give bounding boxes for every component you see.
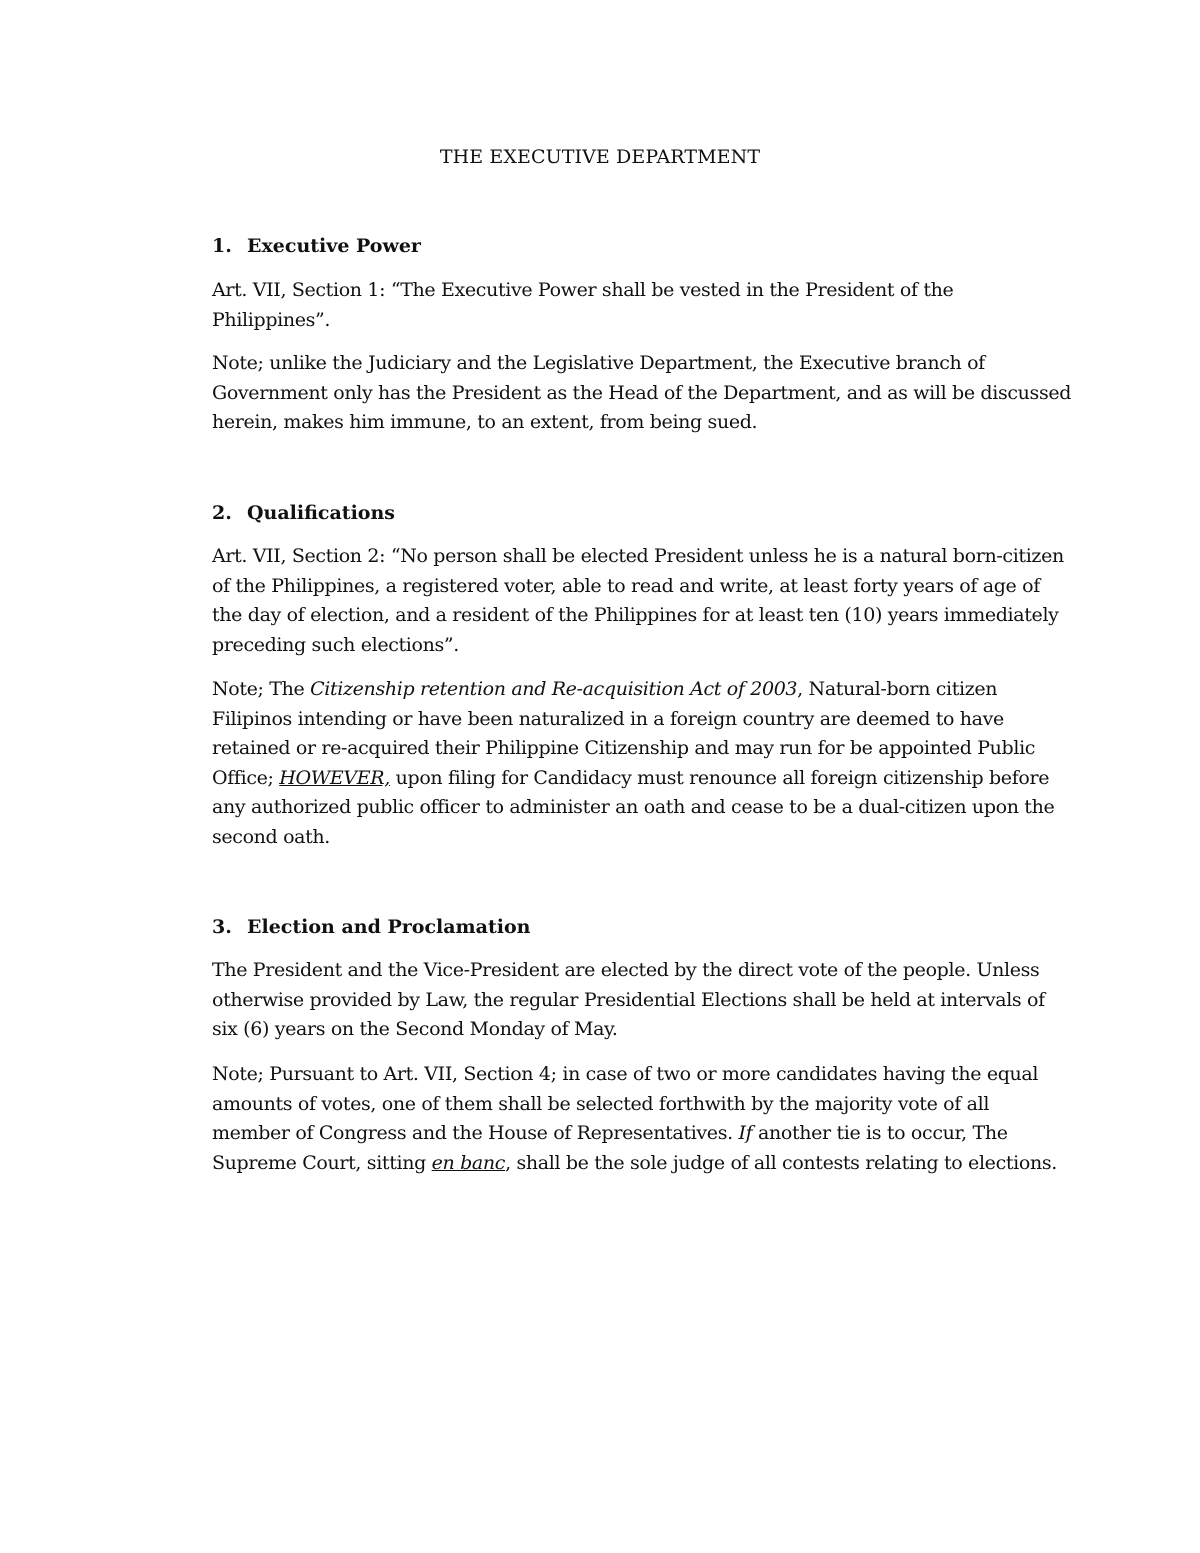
however-emphasis: HOWEVER, (279, 766, 390, 789)
note-text-start: Note; The (212, 678, 311, 700)
section-heading-qualifications (212, 500, 395, 526)
paragraph-art-vii-section-2: Art. VII, Section 2: “No person shall be elected President unless he is a natural born-citizen of the Philippines, a registered voter, able to read and write, at least forty years of age of the day of election, and a resident of the Philippines for at least ten (10) years immediately preceding such elections”. (212, 545, 1064, 656)
note-text-end: upon filing for Candidacy must renounce all foreign citizenship before any authorized public officer to administer an oath and cease to be a dual-citizen upon the second oath. (212, 766, 1055, 848)
note-text-middle: , Natural-born citizen Filipinos intending or have been naturalized in a foreign country are deemed to have retained or re-acquired their Philippine Citizenship and may run for be appointed Public Office; (212, 678, 1036, 789)
note-text-end: , shall be the sole judge of all contests relating to elections. (505, 1151, 1057, 1174)
section-title: Election and Proclamation (247, 916, 531, 938)
paragraph-note-citizenship (212, 675, 1072, 852)
section-number: 2. (212, 502, 232, 524)
paragraph-note-tie-votes (212, 1060, 1072, 1178)
act-name: Citizenship retention and Re-acquisition Act of 2003 (310, 678, 798, 700)
note-text-middle: another tie is to occur, The Supreme Court, sitting (212, 1122, 1008, 1174)
section-heading-election-and-proclamation (212, 914, 530, 940)
section-title: Qualifications (247, 502, 395, 524)
section-number: 3. (212, 916, 232, 938)
section-title: Executive Power (247, 235, 421, 257)
paragraph-art-vii-section-1: Art. VII, Section 1: “The Executive Power shall be vested in the President of the Philippines”. (212, 279, 954, 331)
if-emphasis: If (738, 1122, 753, 1144)
document-title: THE EXECUTIVE DEPARTMENT (439, 146, 761, 168)
section-heading-executive-power (212, 233, 421, 259)
en-banc-emphasis: en banc (431, 1151, 506, 1174)
paragraph-note-executive-power: Note; unlike the Judiciary and the Legislative Department, the Executive branch of Government only has the President as the Head of the Department, and as will be discussed herein, makes him immune, to an extent, from being sued. (212, 352, 1072, 433)
paragraph-election-terms: The President and the Vice-President are elected by the direct vote of the people. Unless otherwise provided by Law, the regular Presidential Elections shall be held at intervals of six (6) years on the Second Monday of May. (212, 959, 1045, 1040)
note-text-start: Note; Pursuant to Art. VII, Section 4; in case of two or more candidates having the equal amounts of votes, one of them shall be selected forthwith by the majority vote of all member of Congress and the House of Representatives. (212, 1063, 1039, 1144)
section-number: 1. (212, 235, 232, 257)
